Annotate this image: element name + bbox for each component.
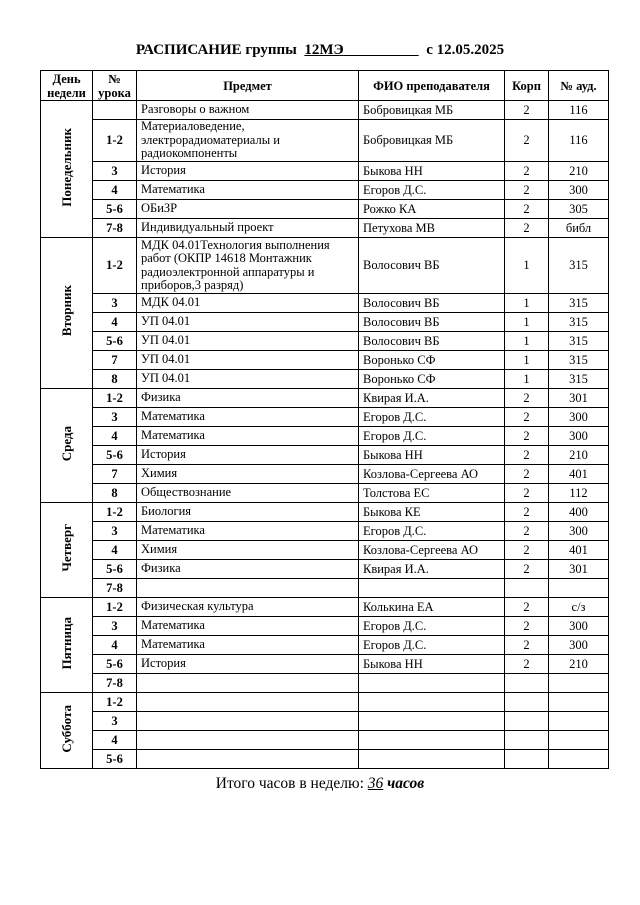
lesson-number: 7-8: [93, 674, 137, 693]
subject-name: Физика: [137, 560, 359, 579]
group-name: 12МЭ: [304, 42, 344, 58]
table-row: [41, 712, 609, 731]
lesson-number: 1-2: [93, 503, 137, 522]
subject-name: [137, 731, 359, 750]
subject-name: Обществознание: [137, 484, 359, 503]
subject-name: Физическая культура: [137, 598, 359, 617]
table-row: [41, 446, 609, 465]
teacher-name: [359, 731, 505, 750]
building-number: 2: [505, 120, 549, 162]
subject-name: Биология: [137, 503, 359, 522]
lesson-number: 3: [93, 408, 137, 427]
room-number: 315: [549, 294, 609, 313]
footer-hours: 36: [367, 775, 384, 792]
building-number: [505, 750, 549, 769]
teacher-name: Бобровицкая МБ: [359, 120, 505, 162]
table-row: [41, 579, 609, 598]
day-name-cell: [41, 389, 93, 503]
teacher-name: Колькина ЕА: [359, 598, 505, 617]
table-row: [41, 389, 609, 408]
lesson-number: 1-2: [93, 120, 137, 162]
teacher-name: [359, 712, 505, 731]
room-number: 315: [549, 313, 609, 332]
room-number: 315: [549, 238, 609, 294]
building-number: 1: [505, 313, 549, 332]
col-header-room: № ауд.: [549, 71, 609, 101]
room-number: 315: [549, 332, 609, 351]
building-number: [505, 579, 549, 598]
lesson-number: 5-6: [93, 332, 137, 351]
building-number: 2: [505, 522, 549, 541]
building-number: 2: [505, 446, 549, 465]
table-row: [41, 351, 609, 370]
day-name-cell: [41, 693, 93, 769]
subject-name: ОБиЗР: [137, 200, 359, 219]
table-row: [41, 332, 609, 351]
table-row: [41, 162, 609, 181]
day-name: Вторник: [58, 285, 74, 337]
teacher-name: [359, 674, 505, 693]
footer-unit: часов: [387, 775, 425, 792]
teacher-name: Быкова НН: [359, 655, 505, 674]
table-row: [41, 655, 609, 674]
table-row: [41, 541, 609, 560]
subject-name: Материаловедение, электрорадиоматериалы и радиокомпоненты: [137, 120, 359, 162]
subject-name: [137, 712, 359, 731]
lesson-number: 8: [93, 370, 137, 389]
building-number: 1: [505, 332, 549, 351]
col-header-teacher: ФИО преподавателя: [359, 71, 505, 101]
teacher-name: Егоров Д.С.: [359, 636, 505, 655]
building-number: [505, 731, 549, 750]
table-row: [41, 617, 609, 636]
lesson-number: 3: [93, 162, 137, 181]
room-number: 401: [549, 541, 609, 560]
teacher-name: [359, 750, 505, 769]
table-row: [41, 370, 609, 389]
teacher-name: Волосович ВБ: [359, 238, 505, 294]
day-name-cell: [41, 238, 93, 389]
room-number: [549, 674, 609, 693]
room-number: 300: [549, 636, 609, 655]
teacher-name: Толстова ЕС: [359, 484, 505, 503]
day-name: Четверг: [58, 524, 74, 572]
subject-name: Математика: [137, 522, 359, 541]
teacher-name: Бобровицкая МБ: [359, 101, 505, 120]
lesson-number: 3: [93, 712, 137, 731]
table-row: [41, 219, 609, 238]
lesson-number: 7: [93, 465, 137, 484]
subject-name: Индивидуальный проект: [137, 219, 359, 238]
table-row: [41, 294, 609, 313]
day-name-cell: [41, 598, 93, 693]
room-number: 116: [549, 120, 609, 162]
teacher-name: Волосович ВБ: [359, 294, 505, 313]
table-row: [41, 465, 609, 484]
teacher-name: Волосович ВБ: [359, 313, 505, 332]
lesson-number: 5-6: [93, 655, 137, 674]
table-row: [41, 522, 609, 541]
title-prefix: РАСПИСАНИЕ группы: [135, 42, 297, 58]
room-number: 210: [549, 162, 609, 181]
lesson-number: 8: [93, 484, 137, 503]
col-header-lesson: № урока: [93, 71, 137, 101]
subject-name: МДК 04.01: [137, 294, 359, 313]
lesson-number: 3: [93, 522, 137, 541]
teacher-name: Егоров Д.С.: [359, 617, 505, 636]
subject-name: [137, 750, 359, 769]
building-number: 2: [505, 162, 549, 181]
room-number: 401: [549, 465, 609, 484]
building-number: 2: [505, 617, 549, 636]
room-number: 400: [549, 503, 609, 522]
room-number: 300: [549, 427, 609, 446]
subject-name: Математика: [137, 408, 359, 427]
room-number: библ: [549, 219, 609, 238]
table-row: [41, 560, 609, 579]
building-number: 1: [505, 370, 549, 389]
subject-name: История: [137, 446, 359, 465]
lesson-number: 3: [93, 617, 137, 636]
building-number: 2: [505, 636, 549, 655]
subject-name: [137, 579, 359, 598]
lesson-number: 3: [93, 294, 137, 313]
building-number: 2: [505, 598, 549, 617]
subject-name: Математика: [137, 427, 359, 446]
subject-name: История: [137, 655, 359, 674]
col-header-subject: Предмет: [137, 71, 359, 101]
subject-name: УП 04.01: [137, 370, 359, 389]
room-number: [549, 750, 609, 769]
subject-name: Химия: [137, 541, 359, 560]
teacher-name: Быкова КЕ: [359, 503, 505, 522]
table-row: [41, 674, 609, 693]
table-row: [41, 750, 609, 769]
building-number: 1: [505, 294, 549, 313]
building-number: 2: [505, 541, 549, 560]
teacher-name: Воронько СФ: [359, 351, 505, 370]
teacher-name: Егоров Д.С.: [359, 181, 505, 200]
room-number: 300: [549, 617, 609, 636]
day-name: Пятница: [58, 616, 74, 670]
room-number: 116: [549, 101, 609, 120]
subject-name: Математика: [137, 636, 359, 655]
room-number: 305: [549, 200, 609, 219]
table-row: [41, 636, 609, 655]
day-name-cell: [41, 101, 93, 238]
lesson-number: 1-2: [93, 389, 137, 408]
subject-name: УП 04.01: [137, 313, 359, 332]
building-number: 2: [505, 560, 549, 579]
room-number: с/з: [549, 598, 609, 617]
room-number: 210: [549, 446, 609, 465]
building-number: [505, 674, 549, 693]
room-number: 300: [549, 181, 609, 200]
subject-name: Математика: [137, 181, 359, 200]
building-number: 2: [505, 427, 549, 446]
room-number: [549, 693, 609, 712]
subject-name: [137, 674, 359, 693]
subject-name: Математика: [137, 617, 359, 636]
teacher-name: Егоров Д.С.: [359, 427, 505, 446]
room-number: 315: [549, 351, 609, 370]
room-number: 112: [549, 484, 609, 503]
lesson-number: 4: [93, 541, 137, 560]
lesson-number: 5-6: [93, 750, 137, 769]
lesson-number: 1-2: [93, 693, 137, 712]
building-number: [505, 693, 549, 712]
lesson-number: 7-8: [93, 579, 137, 598]
subject-name: [137, 693, 359, 712]
room-number: 301: [549, 389, 609, 408]
subject-name: Химия: [137, 465, 359, 484]
table-row: [41, 313, 609, 332]
teacher-name: Квирая И.А.: [359, 389, 505, 408]
table-row: [41, 101, 609, 120]
subject-name: Разговоры о важном: [137, 101, 359, 120]
building-number: 1: [505, 238, 549, 294]
teacher-name: Козлова-Сергеева АО: [359, 541, 505, 560]
table-row: [41, 427, 609, 446]
building-number: 2: [505, 503, 549, 522]
schedule-date: с 12.05.2025: [426, 42, 505, 58]
lesson-number: 4: [93, 181, 137, 200]
day-name: Понедельник: [58, 127, 74, 207]
schedule-title: [0, 42, 640, 59]
table-row: [41, 408, 609, 427]
teacher-name: Рожко КА: [359, 200, 505, 219]
room-number: [549, 712, 609, 731]
teacher-name: Воронько СФ: [359, 370, 505, 389]
table-row: [41, 503, 609, 522]
room-number: 300: [549, 408, 609, 427]
room-number: 315: [549, 370, 609, 389]
schedule-body: [41, 101, 609, 769]
teacher-name: [359, 579, 505, 598]
lesson-number: [93, 101, 137, 120]
footer-total: [0, 775, 640, 793]
building-number: 2: [505, 219, 549, 238]
table-row: [41, 200, 609, 219]
teacher-name: Егоров Д.С.: [359, 408, 505, 427]
teacher-name: Козлова-Сергеева АО: [359, 465, 505, 484]
teacher-name: Волосович ВБ: [359, 332, 505, 351]
teacher-name: Быкова НН: [359, 446, 505, 465]
teacher-name: Петухова МВ: [359, 219, 505, 238]
lesson-number: 5-6: [93, 200, 137, 219]
table-row: [41, 238, 609, 294]
table-row: [41, 693, 609, 712]
teacher-name: [359, 693, 505, 712]
subject-name: История: [137, 162, 359, 181]
lesson-number: 7: [93, 351, 137, 370]
subject-name: МДК 04.01Технология выполнения работ (ОКПР 14618 Монтажник радиоэлектронной аппаратуры и приборов,3 разряд): [137, 238, 359, 294]
building-number: 2: [505, 408, 549, 427]
lesson-number: 4: [93, 427, 137, 446]
building-number: [505, 712, 549, 731]
col-header-day: День недели: [41, 71, 93, 101]
lesson-number: 4: [93, 636, 137, 655]
building-number: 2: [505, 655, 549, 674]
room-number: 301: [549, 560, 609, 579]
building-number: 1: [505, 351, 549, 370]
room-number: 210: [549, 655, 609, 674]
building-number: 2: [505, 484, 549, 503]
table-row: [41, 484, 609, 503]
building-number: 2: [505, 465, 549, 484]
lesson-number: 1-2: [93, 598, 137, 617]
schedule-table: [40, 70, 609, 769]
lesson-number: 4: [93, 313, 137, 332]
lesson-number: 7-8: [93, 219, 137, 238]
table-row: [41, 120, 609, 162]
subject-name: УП 04.01: [137, 351, 359, 370]
lesson-number: 4: [93, 731, 137, 750]
room-number: [549, 579, 609, 598]
table-row: [41, 731, 609, 750]
lesson-number: 5-6: [93, 560, 137, 579]
building-number: 2: [505, 389, 549, 408]
day-name-cell: [41, 503, 93, 598]
teacher-name: Быкова НН: [359, 162, 505, 181]
lesson-number: 1-2: [93, 238, 137, 294]
subject-name: Физика: [137, 389, 359, 408]
teacher-name: Егоров Д.С.: [359, 522, 505, 541]
teacher-name: Квирая И.А.: [359, 560, 505, 579]
building-number: 2: [505, 101, 549, 120]
room-number: 300: [549, 522, 609, 541]
col-header-building: Корп: [505, 71, 549, 101]
day-name: Среда: [58, 425, 74, 462]
footer-label: Итого часов в неделю:: [215, 775, 364, 792]
building-number: 2: [505, 181, 549, 200]
subject-name: УП 04.01: [137, 332, 359, 351]
table-row: [41, 181, 609, 200]
room-number: [549, 731, 609, 750]
table-header-row: [41, 71, 609, 101]
building-number: 2: [505, 200, 549, 219]
table-row: [41, 598, 609, 617]
day-name: Суббота: [58, 704, 74, 753]
lesson-number: 5-6: [93, 446, 137, 465]
